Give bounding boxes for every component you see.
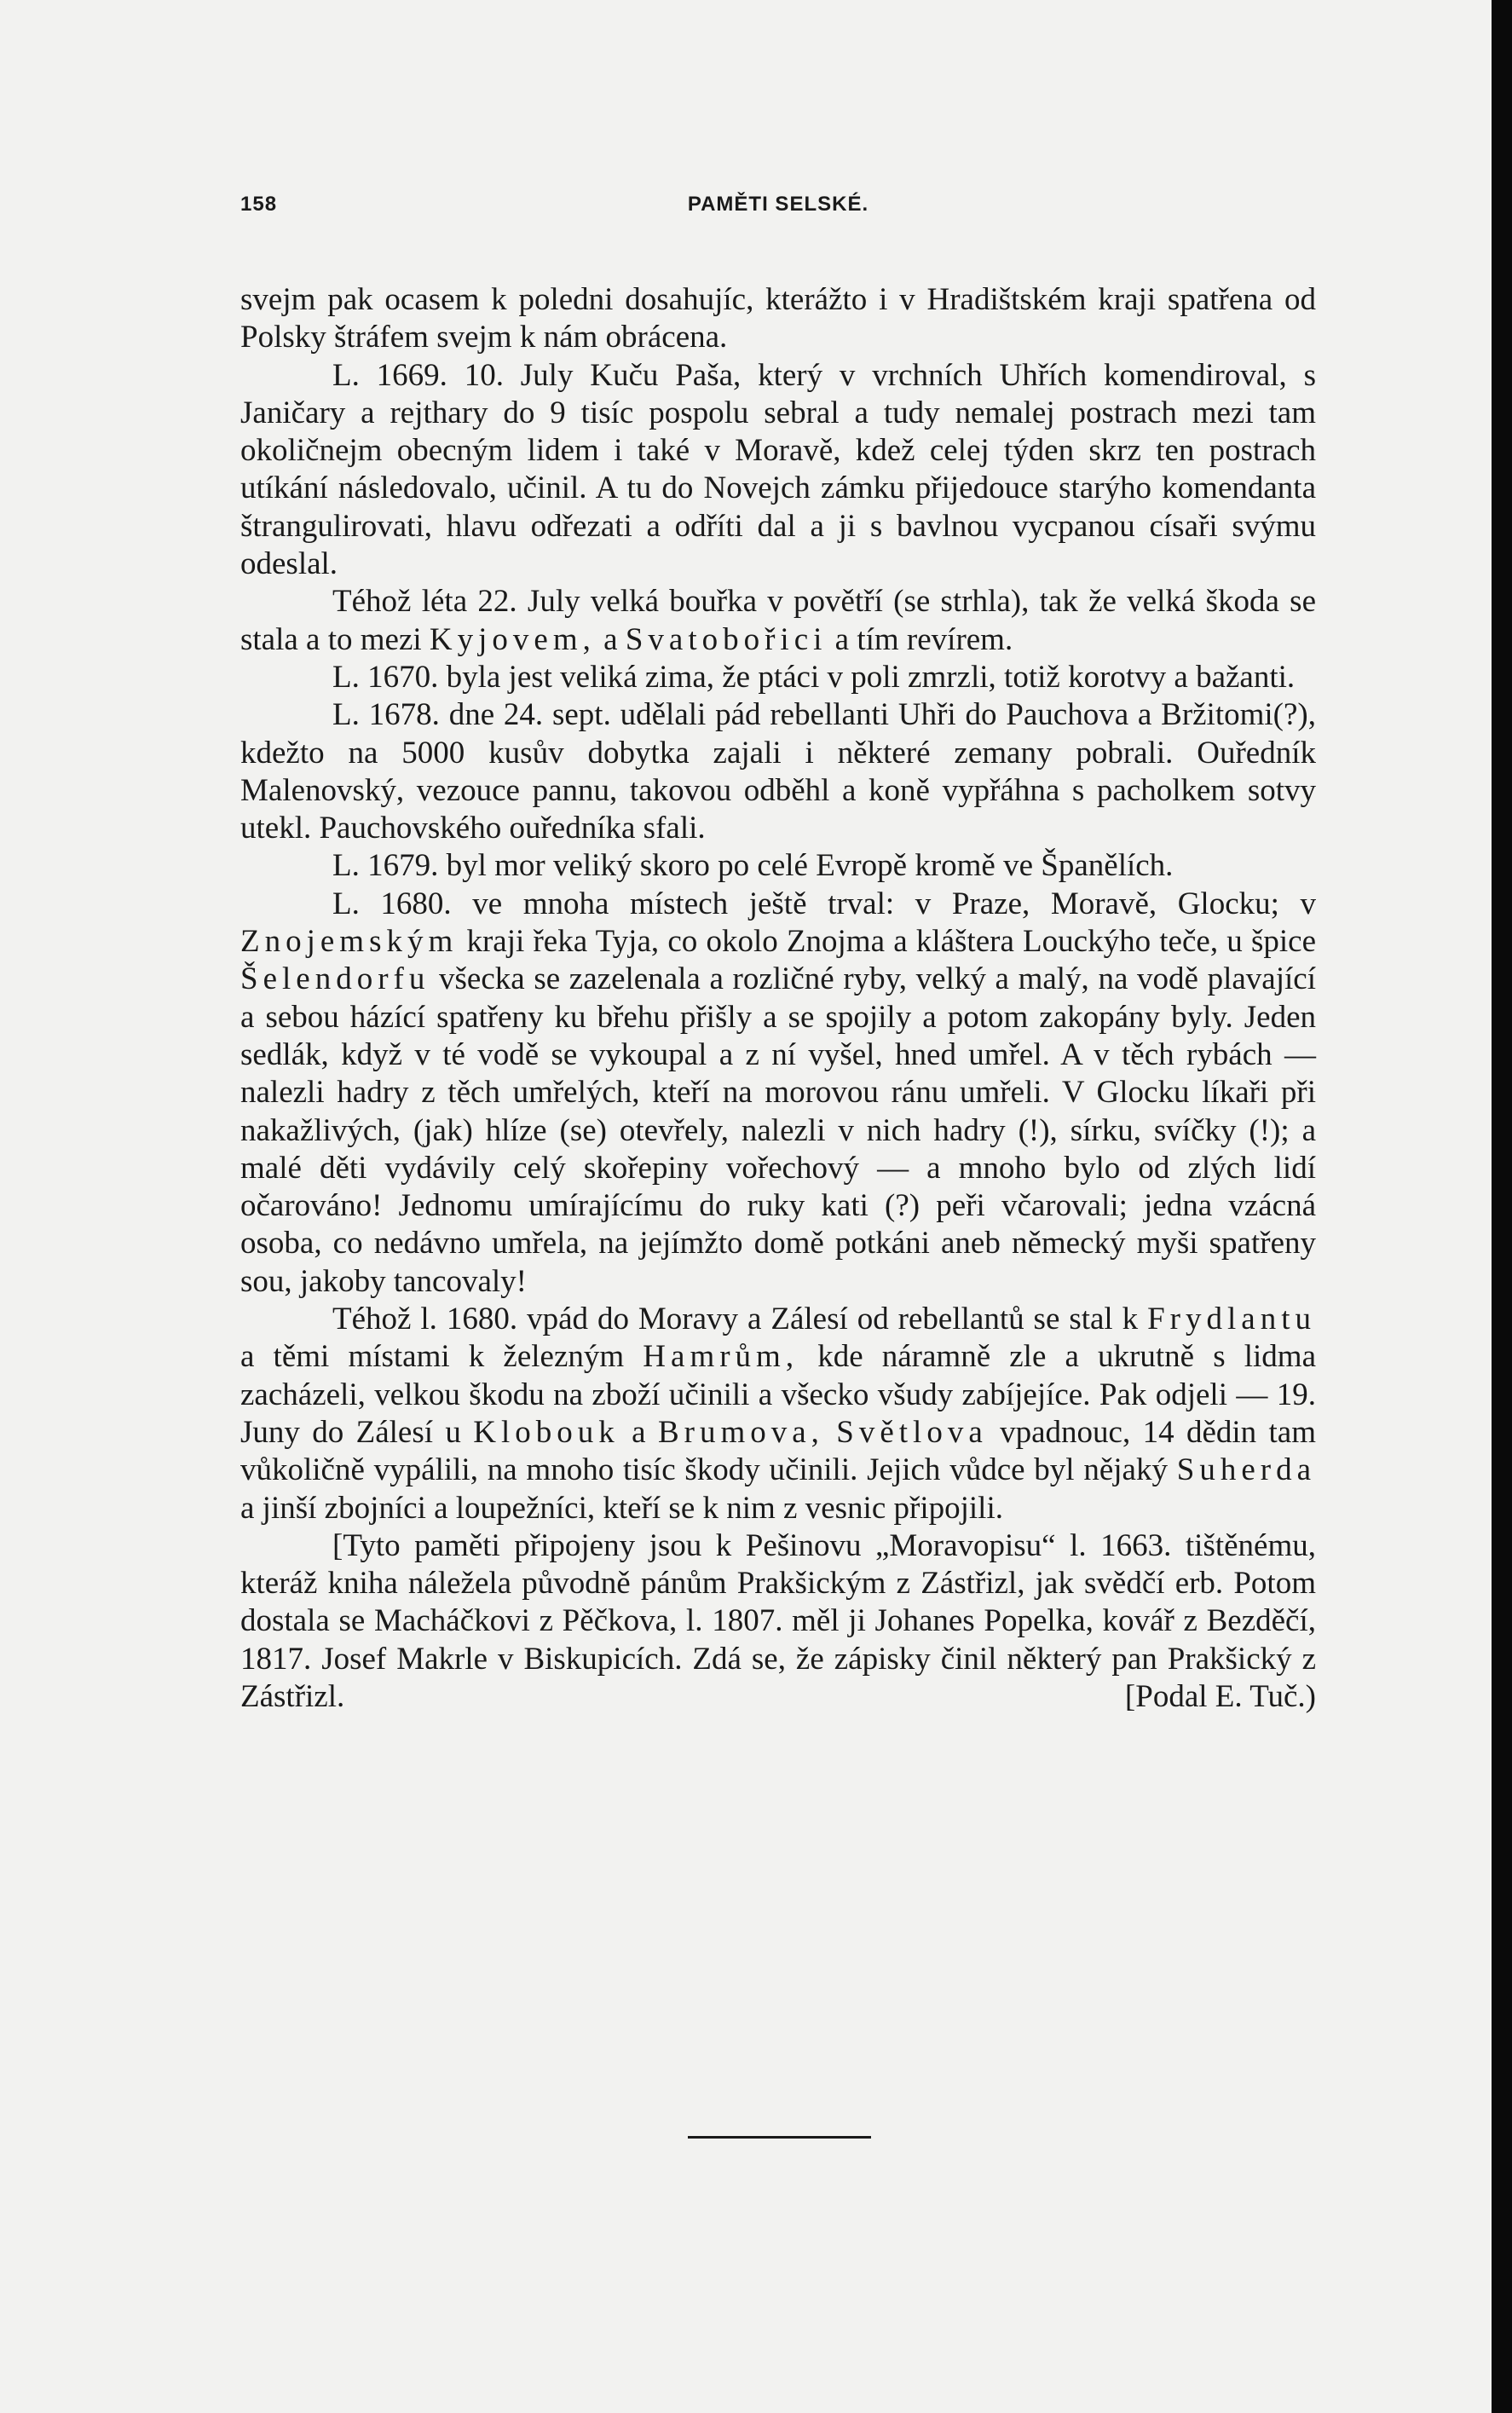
person-name: Suherda (1176, 1452, 1316, 1488)
paragraph-1669: L. 1669. 10. July Kuču Paša, který v vrchních Uhřích komendiroval, s Janičary a rejthary do 9 tisíc pospolu sebral a tudy nemalej postrach mezi tam okoličnejm obecným lidem i také v Moravě, kdež celej týden skrz ten postrach utíkání následovalo, učinil. A tu do Novejch zámku přijedouce starýho komendanta štrangulirovati, hlavu odřezati a odříti dal a ji s bavlnou vycpanou císaři svýmu odeslal. (240, 357, 1316, 582)
text-run: všecka se zazelenala a rozličné ryby, velký a malý, na vodě plavající a sebou házící spatřeny ku břehu přišly a se spojily a potom zakopány byly. Jeden sedlák, když v té vodě se vykoupal a z ní vyšel, hned umřel. A v těch rybách — nalezli hadry z těch umřelých, kteří na morovou ránu umřeli. V Glocku líkaři při nakažlivých, (jak) hlíze (se) otevřely, nalezli v nich hadry (!), sírku, svíčky (!); a malé děti vydávily celý skořepiny vořechový — a mnoho bylo od zlých lidí očarováno! Jednomu umírajícímu do ruky kati (?) peři včarovali; jedna vzácná osoba, co nedávno umřela, na jejímžto domě potkáni aneb německý myši spatřeny sou, jakoby tancovaly! (240, 961, 1316, 1299)
text-run: L. 1680. ve mnoha místech ještě trval: v Praze, Moravě, Glocku; v (332, 886, 1316, 921)
text-run: a jinší zbojníci a loupežníci, kteří se k nim z vesnic připojili. (240, 1490, 1003, 1526)
page-header (240, 193, 1316, 227)
running-title: PAMĚTI SELSKÉ. (687, 193, 869, 216)
text-run: Téhož léta 22. July velká bouřka v povětří (se strhla), tak že velká škoda se stala a to mezi (240, 584, 1316, 657)
text-run: kde náramně zle a ukrutně s lidma zacházeli, velkou škodu na zboží učinili a všecko všudy zabíjejíce. Pak odjeli — 19. Juny do Zálesí u (240, 1339, 1316, 1450)
contributor-signature: [Podal E. Tuč.) (1124, 1678, 1316, 1714)
place-name: Frydlantu (1147, 1302, 1316, 1337)
scan-edge-border (1492, 0, 1512, 2413)
paragraph-editorial-note (240, 1527, 1316, 1716)
paragraph-storm (240, 583, 1316, 659)
closing-rule (688, 2136, 871, 2139)
place-name: Klobouk (473, 1414, 620, 1450)
page-number: 158 (240, 193, 278, 216)
text-run: a tím revírem. (827, 621, 1013, 657)
text-run: kraji řeka Tyja, co okolo Znojma a kláštera Louckýho teče, u špice (458, 924, 1316, 960)
paragraph-1680-raid (240, 1301, 1316, 1527)
text-run: [Tyto paměti připojeny jsou k Pešinovu „Moravopisu“ l. 1663. tištěnému, kteráž kniha náležela původně pánům Prakšickým z Zástřizl, jak svědčí erb. Potom dostala se Macháčkovi z Pěčkova, l. 1807. měl ji Johanes Popelka, kovář z Bezděčí, 1817. Josef Makrle v Biskupicích. Zdá se, že zápisky činil některý pan Prakšický z Zástřizl. (240, 1527, 1316, 1714)
text-run: a (619, 1414, 658, 1450)
place-name: Světlova (836, 1414, 988, 1450)
place-name: Hamrům, (643, 1339, 799, 1375)
paragraph-1670: L. 1670. byla jest veliká zima, že ptáci v poli zmrzli, totiž korotvy a bažanti. (332, 659, 1296, 695)
text-run: a těmi místami k železným (240, 1339, 643, 1375)
paragraph-1680 (240, 886, 1316, 1301)
place-name: Brumova, (657, 1414, 824, 1450)
paragraph-1678: L. 1678. dne 24. sept. udělali pád rebellanti Uhři do Pauchova a Bržitomi(?), kdežto na 5000 kusův dobytka zajali i některé zemany pobrali. Ouředník Malenovský, vezouce pannu, takovou odběhl a koně vypřáhna s pacholkem sotvy utekl. Pauchovského ouředníka sfali. (240, 697, 1316, 846)
text-run (824, 1415, 836, 1450)
text-run: a (595, 621, 626, 657)
paragraph-1679: L. 1679. byl mor veliký skoro po celé Evropě kromě ve Španělích. (332, 848, 1174, 884)
place-name: Kyjovem, (429, 621, 596, 657)
text-run: Téhož l. 1680. vpád do Moravy a Zálesí od rebellantů se stal k (332, 1302, 1148, 1337)
paragraph-1: svejm pak ocasem k poledni dosahujíc, kterážto i v Hradištském kraji spatřena od Polsky štráfem svejm k nám obrácena. (240, 282, 1316, 355)
place-name: Svatobořici (625, 621, 828, 657)
place-name: Šelendorfu (240, 961, 430, 997)
text-run: vpadnouc, 14 dědin tam vůkoličně vypálili, na mnoho tisíc škody učinili. Jejich vůdce byl nějaký (240, 1414, 1316, 1488)
body-text (240, 281, 1316, 1716)
place-name: Znojemským (240, 924, 459, 960)
